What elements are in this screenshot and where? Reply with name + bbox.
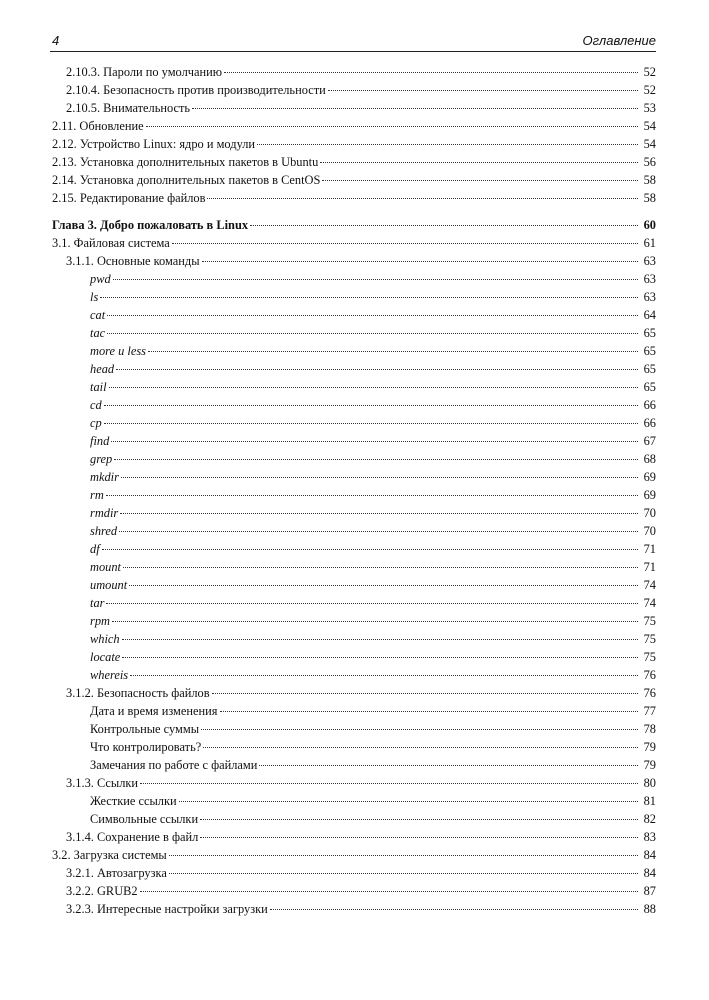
dot-leader — [104, 405, 638, 406]
toc-entry-title: grep — [90, 452, 113, 466]
toc-chapter-entry[interactable] — [52, 218, 656, 236]
toc-entry-title: which — [90, 632, 120, 646]
dot-leader — [116, 369, 638, 370]
dot-leader — [122, 657, 638, 658]
running-header — [50, 33, 656, 51]
toc-entry-title: 3.2.2. GRUB2 — [66, 884, 138, 898]
dot-leader — [112, 621, 638, 622]
toc-entry-page: 79 — [643, 758, 656, 772]
dot-leader — [107, 333, 638, 334]
toc-entry-title: mkdir — [90, 470, 119, 484]
toc-entry-title: umount — [90, 578, 128, 592]
toc-entry-page: 78 — [643, 722, 656, 736]
toc-entry[interactable] — [52, 596, 656, 614]
dot-leader — [201, 729, 638, 730]
toc-entry-page: 74 — [643, 578, 656, 592]
toc-entry[interactable] — [52, 524, 656, 542]
toc-entry-page: 82 — [643, 812, 656, 826]
header-rule — [50, 51, 656, 52]
toc-entry[interactable] — [52, 704, 656, 722]
toc-entry[interactable] — [52, 632, 656, 650]
toc-entry[interactable] — [52, 866, 656, 884]
toc-entry[interactable] — [52, 254, 656, 272]
toc-entry-page: 52 — [643, 65, 656, 79]
toc-entry-page: 81 — [643, 794, 656, 808]
dot-leader — [114, 459, 638, 460]
dot-leader — [129, 585, 638, 586]
toc-entry[interactable] — [52, 308, 656, 326]
toc-entry-page: 68 — [643, 452, 656, 466]
toc-entry[interactable] — [52, 578, 656, 596]
dot-leader — [120, 513, 638, 514]
toc-entry-title: 2.14. Установка дополнительных пакетов в CentOS — [52, 173, 321, 187]
toc-entry-title: cp — [90, 416, 102, 430]
toc-entry[interactable] — [52, 119, 656, 137]
toc-entry-page: 83 — [643, 830, 656, 844]
toc-entry-page: 70 — [643, 524, 656, 538]
toc-entry[interactable] — [52, 776, 656, 794]
toc-entry[interactable] — [52, 668, 656, 686]
toc-entry-title: 2.10.4. Безопасность против производительности — [66, 83, 326, 97]
dot-leader — [200, 819, 638, 820]
dot-leader — [140, 891, 638, 892]
toc-entry-page: 58 — [643, 191, 656, 205]
toc-entry-page: 65 — [643, 326, 656, 340]
toc-entry-page: 71 — [643, 560, 656, 574]
toc-entry[interactable] — [52, 740, 656, 758]
toc-entry[interactable] — [52, 722, 656, 740]
toc-entry-page: 63 — [643, 290, 656, 304]
toc-entry-title: Дата и время изменения — [90, 704, 218, 718]
toc-entry-page: 61 — [643, 236, 656, 250]
toc-entry[interactable] — [52, 191, 656, 209]
toc-entry-title: 2.15. Редактирование файлов — [52, 191, 206, 205]
dot-leader — [259, 765, 638, 766]
dot-leader — [102, 549, 638, 550]
toc-entry[interactable] — [52, 470, 656, 488]
toc-entry[interactable] — [52, 362, 656, 380]
toc-entry[interactable] — [52, 416, 656, 434]
toc-entry-title: pwd — [90, 272, 111, 286]
toc-entry-title: ls — [90, 290, 99, 304]
dot-leader — [113, 279, 638, 280]
dot-leader — [270, 909, 638, 910]
toc-entry[interactable] — [52, 398, 656, 416]
toc-entry[interactable] — [52, 488, 656, 506]
dot-leader — [140, 783, 638, 784]
toc-entry-page: 65 — [643, 362, 656, 376]
toc-entry-title: 2.11. Обновление — [52, 119, 144, 133]
toc-entry[interactable] — [52, 290, 656, 308]
dot-leader — [320, 162, 638, 163]
toc-entry-title: df — [90, 542, 100, 556]
toc-entry-page: 77 — [643, 704, 656, 718]
dot-leader — [202, 261, 638, 262]
toc-entry-page: 66 — [643, 398, 656, 412]
toc-entry-title: find — [90, 434, 110, 448]
toc-entry-title: tar — [90, 596, 105, 610]
toc-entry-title: tac — [90, 326, 106, 340]
dot-leader — [148, 351, 638, 352]
toc-entry[interactable] — [52, 884, 656, 902]
toc-entry[interactable] — [52, 65, 656, 83]
dot-leader — [169, 873, 638, 874]
toc-entry-page: 54 — [643, 137, 656, 151]
toc-entry-title: 3.1.3. Ссылки — [66, 776, 139, 790]
dot-leader — [121, 477, 638, 478]
dot-leader — [220, 711, 639, 712]
toc-entry-title: more и less — [90, 344, 146, 358]
toc-entry[interactable] — [52, 101, 656, 119]
toc-entry-page: 88 — [643, 902, 656, 916]
running-header-title: Оглавление — [582, 33, 656, 48]
dot-leader — [104, 423, 638, 424]
toc-entry-page: 84 — [643, 866, 656, 880]
toc-entry[interactable] — [52, 758, 656, 776]
toc-entry-page: 75 — [643, 614, 656, 628]
toc-entry-title: 2.10.3. Пароли по умолчанию — [66, 65, 223, 79]
toc-entry[interactable] — [52, 137, 656, 155]
dot-leader — [203, 747, 638, 748]
toc-entry-title: Глава 3. Добро пожаловать в Linux — [52, 218, 249, 232]
toc-entry-page: 79 — [643, 740, 656, 754]
toc-entry-page: 69 — [643, 488, 656, 502]
toc-entry[interactable] — [52, 380, 656, 398]
toc-entry-page: 65 — [643, 344, 656, 358]
toc-entry-page: 74 — [643, 596, 656, 610]
toc-entry-page: 84 — [643, 848, 656, 862]
dot-leader — [200, 837, 638, 838]
toc-entry-title: rm — [90, 488, 104, 502]
toc-entry[interactable] — [52, 236, 656, 254]
toc-entry-title: locate — [90, 650, 121, 664]
toc-entry-page: 87 — [643, 884, 656, 898]
section-spacer — [52, 209, 656, 218]
dot-leader — [119, 531, 638, 532]
toc-entry-page: 75 — [643, 650, 656, 664]
dot-leader — [212, 693, 638, 694]
toc-entry-title: cat — [90, 308, 106, 322]
toc-entry-title: 3.2.3. Интересные настройки загрузки — [66, 902, 268, 916]
toc-entry-page: 63 — [643, 272, 656, 286]
dot-leader — [111, 441, 638, 442]
toc-entry-page: 66 — [643, 416, 656, 430]
toc-entry-title: 3.2. Загрузка системы — [52, 848, 167, 862]
dot-leader — [250, 225, 638, 226]
dot-leader — [130, 675, 638, 676]
toc-entry-page: 63 — [643, 254, 656, 268]
toc-entry[interactable] — [52, 452, 656, 470]
toc-entry-title: rpm — [90, 614, 110, 628]
toc-entry-title: whereis — [90, 668, 129, 682]
toc-entry-title: 2.10.5. Внимательность — [66, 101, 191, 115]
toc-entry[interactable] — [52, 794, 656, 812]
toc-entry-page: 58 — [643, 173, 656, 187]
toc-entry[interactable] — [52, 272, 656, 290]
toc-entry[interactable] — [52, 434, 656, 452]
dot-leader — [179, 801, 638, 802]
dot-leader — [107, 315, 638, 316]
dot-leader — [146, 126, 638, 127]
toc-entry-page: 69 — [643, 470, 656, 484]
toc-entry-title: 3.1.4. Сохранение в файл — [66, 830, 199, 844]
toc-entry-title: tail — [90, 380, 107, 394]
dot-leader — [122, 639, 638, 640]
toc-entry-title: 2.13. Установка дополнительных пакетов в Ubuntu — [52, 155, 319, 169]
toc-entry-page: 76 — [643, 686, 656, 700]
dot-leader — [106, 603, 638, 604]
toc-entry-title: Символьные ссылки — [90, 812, 199, 826]
table-of-contents — [52, 65, 656, 920]
toc-entry-title: 2.12. Устройство Linux: ядро и модули — [52, 137, 256, 151]
toc-entry-page: 54 — [643, 119, 656, 133]
dot-leader — [172, 243, 638, 244]
dot-leader — [207, 198, 638, 199]
toc-entry[interactable] — [52, 173, 656, 191]
toc-entry-title: cd — [90, 398, 102, 412]
dot-leader — [109, 387, 638, 388]
toc-entry-title: mount — [90, 560, 121, 574]
dot-leader — [224, 72, 638, 73]
toc-entry-page: 71 — [643, 542, 656, 556]
toc-entry-page: 56 — [643, 155, 656, 169]
toc-entry[interactable] — [52, 812, 656, 830]
toc-entry[interactable] — [52, 326, 656, 344]
toc-entry[interactable] — [52, 848, 656, 866]
toc-entry[interactable] — [52, 155, 656, 173]
toc-entry[interactable] — [52, 83, 656, 101]
dot-leader — [322, 180, 638, 181]
dot-leader — [257, 144, 638, 145]
toc-entry-page: 67 — [643, 434, 656, 448]
toc-entry[interactable] — [52, 686, 656, 704]
toc-entry-page: 75 — [643, 632, 656, 646]
dot-leader — [106, 495, 638, 496]
toc-entry-page: 65 — [643, 380, 656, 394]
dot-leader — [169, 855, 638, 856]
toc-entry[interactable] — [52, 650, 656, 668]
toc-entry-title: 3.1. Файловая система — [52, 236, 170, 250]
toc-entry[interactable] — [52, 344, 656, 362]
toc-entry-page: 76 — [643, 668, 656, 682]
toc-entry-page: 52 — [643, 83, 656, 97]
toc-entry[interactable] — [52, 902, 656, 920]
toc-entry-title: 3.1.2. Безопасность файлов — [66, 686, 210, 700]
toc-entry-title: rmdir — [90, 506, 119, 520]
dot-leader — [328, 90, 638, 91]
toc-entry[interactable] — [52, 560, 656, 578]
toc-entry-title: 3.2.1. Автозагрузка — [66, 866, 167, 880]
toc-entry[interactable] — [52, 542, 656, 560]
toc-entry-page: 53 — [643, 101, 656, 115]
toc-entry-title: Жесткие ссылки — [90, 794, 177, 808]
dot-leader — [100, 297, 638, 298]
toc-entry-page: 60 — [643, 218, 656, 232]
toc-entry-title: head — [90, 362, 115, 376]
dot-leader — [123, 567, 638, 568]
toc-entry-title: Контрольные суммы — [90, 722, 200, 736]
page-number: 4 — [52, 33, 60, 48]
toc-entry-title: Замечания по работе с файлами — [90, 758, 258, 772]
toc-entry-title: Что контролировать? — [90, 740, 202, 754]
toc-entry-page: 70 — [643, 506, 656, 520]
toc-entry-page: 80 — [643, 776, 656, 790]
dot-leader — [192, 108, 638, 109]
toc-entry-title: shred — [90, 524, 118, 538]
toc-entry[interactable] — [52, 614, 656, 632]
toc-entry[interactable] — [52, 830, 656, 848]
toc-entry-title: 3.1.1. Основные команды — [66, 254, 200, 268]
toc-entry-page: 64 — [643, 308, 656, 322]
toc-entry[interactable] — [52, 506, 656, 524]
